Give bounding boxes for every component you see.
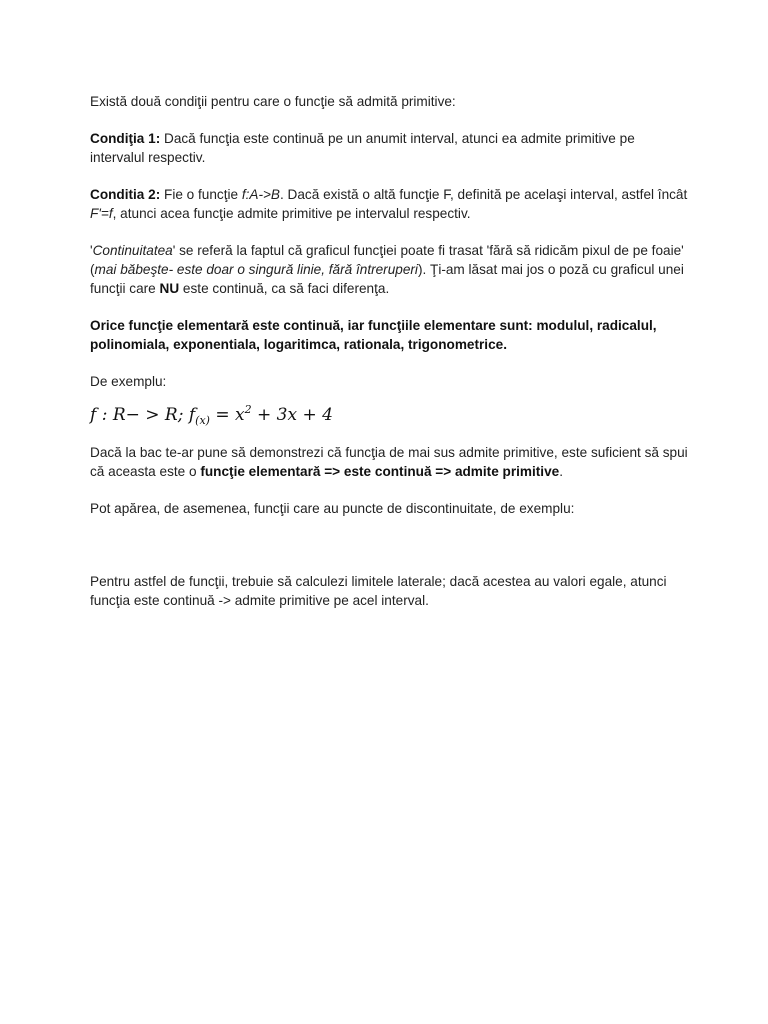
condition-2-text-3: , atunci acea funcţie admite primitive pe intervalul respectiv. [112, 206, 471, 221]
lateral-limits-paragraph: Pentru astfel de funcţii, trebuie să calculezi limitele laterale; dacă acestea au valori egale, atunci funcţia este continuă -> admite primitive pe acel interval. [90, 574, 667, 608]
example-label: De exemplu: [90, 374, 167, 389]
condition-2-paragraph [90, 185, 690, 223]
continuity-quote: ' [90, 243, 93, 258]
continuity-text-3: este continuă, ca să faci diferenţa. [179, 281, 390, 296]
intro-paragraph: Există două condiţii pentru care o funcţie să admită primitive: [90, 94, 456, 109]
condition-1-text: Dacă funcţia este continuă pe un anumit interval, atunci ea admite primitive pe intervalul respectiv. [90, 131, 635, 165]
formula-lhs: f : R− > R; f [90, 405, 196, 425]
bac-text-1: Dacă la bac te-ar pune să demonstrezi că funcţia de mai sus admite primitive, este suficient să spui că aceasta este o [90, 445, 688, 479]
function-definition: f:A->B [241, 187, 280, 202]
formula-rest: + 3x + 4 [251, 405, 333, 425]
continuity-text-1: ' se referă la faptul că graficul funcţiei poate fi trasat 'fără să ridicăm pixul de pe foaie' ( [90, 243, 684, 277]
bac-text-2: . [559, 464, 563, 479]
discontinuity-paragraph: Pot apărea, de asemenea, funcţii care au puncte de discontinuitate, de exemplu: [90, 501, 575, 516]
continuity-text-2: ). Ţi-am lăsat mai jos o poză cu graficul unei funcţii care [90, 262, 684, 296]
continuity-nu: NU [159, 281, 180, 296]
condition-1-paragraph [90, 129, 690, 167]
function-formula [90, 403, 690, 427]
condition-2-label: Conditia 2: [90, 187, 161, 202]
bac-conclusion: funcţie elementară => este continuă => admite primitive [200, 464, 560, 479]
elementary-functions-paragraph [90, 316, 690, 354]
elementary-functions-text: Orice funcţie elementară este continuă, iar funcţiile elementare sunt: modulul, radicalul, polinomiala, exponentiala, logaritimca, rationala, trigonometrice. [90, 318, 657, 352]
continuity-term: Continuitatea [92, 243, 173, 258]
condition-2-text-1: Fie o funcţie [160, 187, 242, 202]
continuity-aside: mai băbeşte- este doar o singură linie, fără întreruperi [94, 262, 418, 277]
bac-paragraph [90, 443, 690, 481]
condition-1-label: Condiţia 1: [90, 131, 161, 146]
derivative-expression: F'=f [90, 206, 113, 221]
formula-eq: = x [209, 405, 245, 425]
continuity-paragraph [90, 241, 690, 298]
condition-2-text-2: . Dacă există o altă funcţie F, definită pe acelaşi interval, astfel încât [280, 187, 688, 202]
document-body [90, 92, 690, 610]
formula-exponent: 2 [244, 403, 252, 416]
formula-subscript: (x) [195, 414, 210, 427]
